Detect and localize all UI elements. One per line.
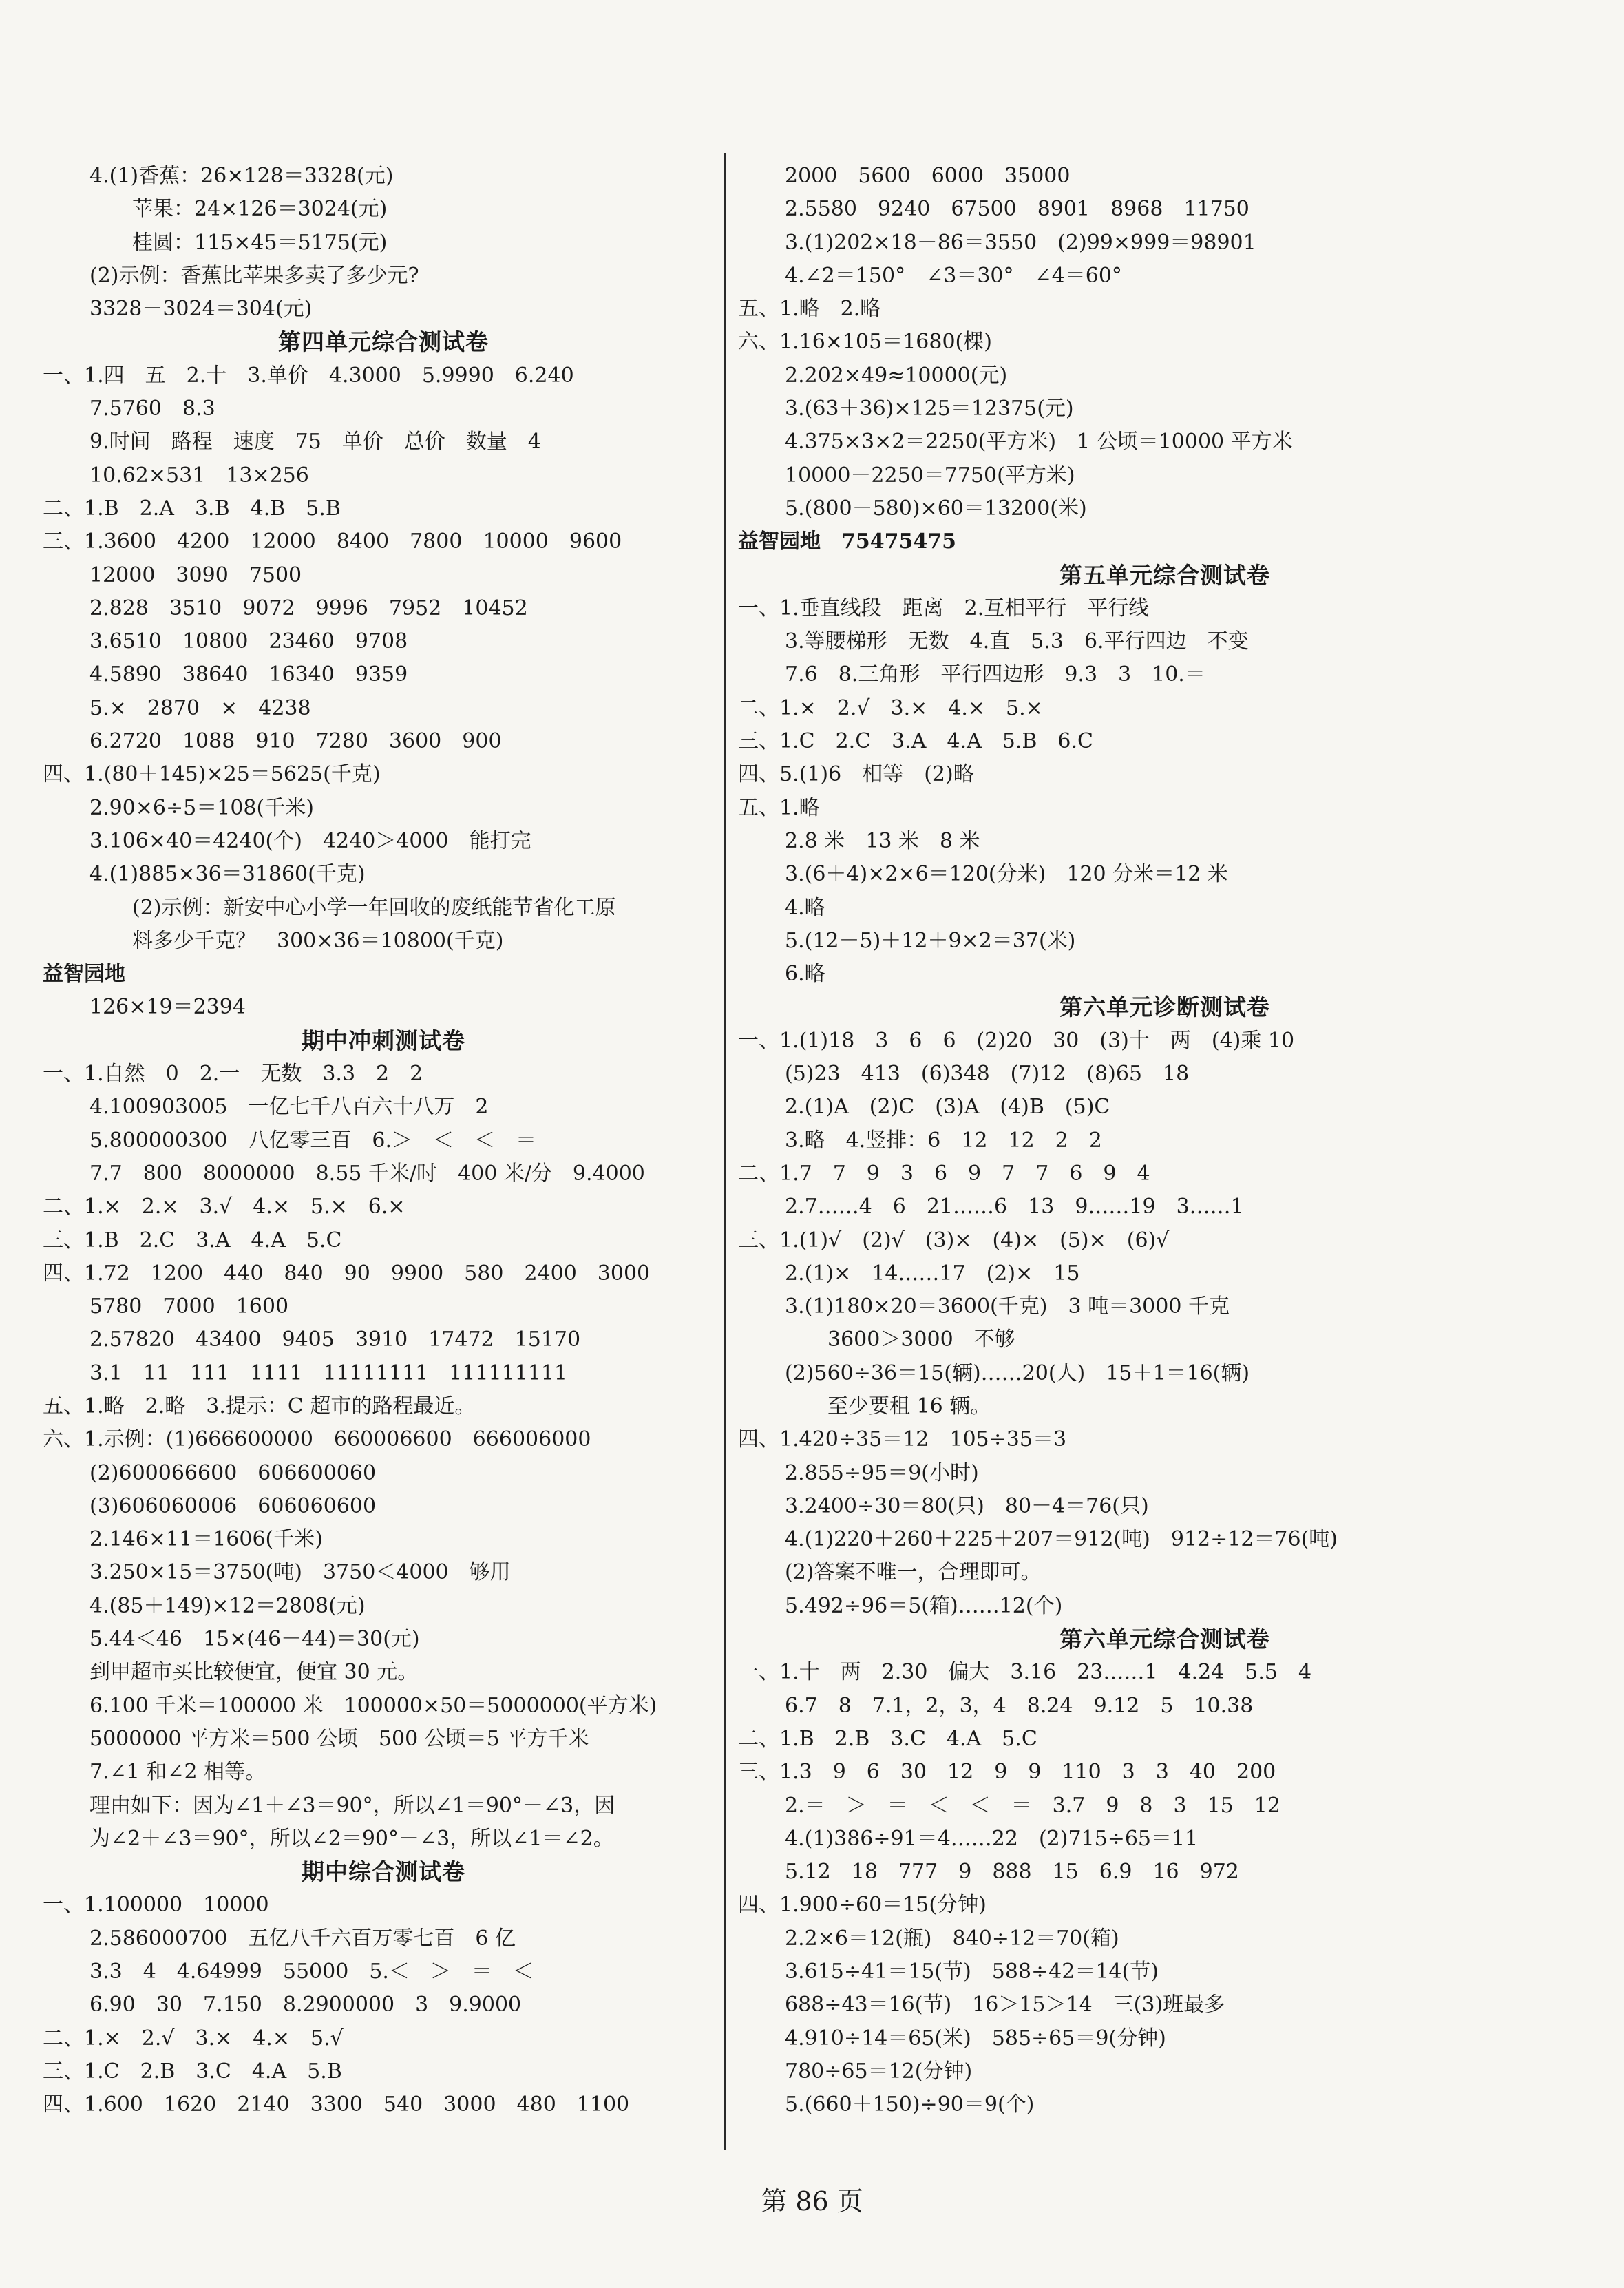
answer-line: 780÷65＝12(分钟)	[785, 2059, 973, 2084]
answer-line: 2.90×6÷5＝108(千米)	[89, 795, 314, 820]
answer-line: 二、1.B 2.A 3.B 4.B 5.B	[43, 496, 341, 521]
answer-line: 至少要租 16 辆。	[827, 1394, 991, 1418]
answer-line: 6.90 30 7.150 8.2900000 3 9.9000	[89, 1993, 522, 2017]
answer-line: 2.828 3510 9072 9996 7952 10452	[89, 596, 528, 620]
answer-line: 理由如下：因为∠1＋∠3＝90°，所以∠1＝90°－∠3，因	[89, 1793, 615, 1818]
answer-line: 126×19＝2394	[89, 995, 246, 1020]
answer-line: (5)23 413 (6)348 (7)12 (8)65 18	[785, 1062, 1190, 1087]
answer-line: 3600＞3000 不够	[827, 1327, 1015, 1352]
answer-line: 2.＝ ＞ ＝ ＜ ＜ ＝ 3.7 9 8 3 15 12	[785, 1793, 1280, 1818]
answer-line: 一、1.(1)18 3 6 6 (2)20 30 (3)十 两 (4)乘 10	[738, 1028, 1295, 1053]
section-heading: 第五单元综合测试卷	[1059, 561, 1270, 589]
answer-line: 4.910÷14＝65(米) 585÷65＝9(分钟)	[785, 2026, 1166, 2050]
answer-line: 2.57820 43400 9405 3910 17472 15170	[89, 1327, 581, 1352]
answer-line: 3.(1)202×18－86＝3550 (2)99×999＝98901	[785, 230, 1256, 255]
answer-line: 3.2400÷30＝80(只) 80－4＝76(只)	[785, 1493, 1149, 1518]
right-column	[738, 160, 1592, 2122]
answer-line: 10000－2250＝7750(平方米)	[785, 463, 1075, 487]
answer-line: 6.100 千米＝100000 米 100000×50＝5000000(平方米)	[89, 1693, 657, 1718]
answer-line: 一、1.垂直线段 距离 2.互相平行 平行线	[738, 596, 1150, 620]
answer-line: 二、1.× 2.√ 3.× 4.× 5.√	[43, 2026, 344, 2050]
answer-line: 3.250×15＝3750(吨) 3750＜4000 够用	[89, 1560, 511, 1585]
answer-line: 三、1.C 2.B 3.C 4.A 5.B	[43, 2059, 342, 2084]
answer-line: 4.(1)885×36＝31860(千克)	[89, 862, 366, 887]
answer-line: 10.62×531 13×256	[89, 463, 309, 487]
answer-line: 4.5890 38640 16340 9359	[89, 662, 408, 687]
answer-line: 2.7……4 6 21……6 13 9……19 3……1	[785, 1195, 1244, 1219]
answer-line: 5.(660＋150)÷90＝9(个)	[785, 2092, 1035, 2117]
answer-line: 4.375×3×2＝2250(平方米) 1 公顷＝10000 平方米	[785, 430, 1293, 454]
answer-line: 3328－3024＝304(元)	[89, 297, 313, 322]
answer-line: 5000000 平方米＝500 公顷 500 公顷＝5 平方千米	[89, 1726, 589, 1751]
answer-line: 四、5.(1)6 相等 (2)略	[738, 762, 974, 787]
answer-line: 一、1.十 两 2.30 偏大 3.16 23……1 4.24 5.5 4	[738, 1660, 1312, 1685]
answer-line: 六、1.示例：(1)666600000 660006600 666006000	[43, 1427, 591, 1452]
answer-line: 四、1.600 1620 2140 3300 540 3000 480 1100	[43, 2092, 630, 2117]
page-number: 第 86 页	[761, 2186, 863, 2216]
answer-line: (2)答案不唯一，合理即可。	[785, 1560, 1042, 1585]
answer-line: 5.× 2870 × 4238	[89, 695, 311, 720]
answer-line: 6.7 8 7.1，2，3，4 8.24 9.12 5 10.38	[785, 1693, 1254, 1718]
answer-line: 六、1.16×105＝1680(棵)	[738, 330, 992, 355]
answer-line: 2.2×6＝12(瓶) 840÷12＝70(箱)	[785, 1926, 1119, 1951]
answer-line: 五、1.略 2.略	[738, 297, 881, 322]
answer-line: 5.12 18 777 9 888 15 6.9 16 972	[785, 1860, 1239, 1885]
answer-line: 二、1.× 2.× 3.√ 4.× 5.× 6.×	[43, 1195, 405, 1219]
answer-line: 三、1.3600 4200 12000 8400 7800 10000 9600	[43, 529, 622, 554]
answer-line: 四、1.(80＋145)×25＝5625(千克)	[43, 762, 381, 787]
answer-line: 4.100903005 一亿七千八百六十八万 2	[89, 1095, 489, 1120]
answer-line: 6.2720 1088 910 7280 3600 900	[89, 729, 502, 754]
answer-line: 4.(85＋149)×12＝2808(元)	[89, 1593, 366, 1618]
answer-line: 2000 5600 6000 35000	[785, 164, 1071, 188]
answer-line: 四、1.72 1200 440 840 90 9900 580 2400 3000	[43, 1261, 651, 1285]
answer-line: 7.∠1 和∠2 相等。	[89, 1760, 266, 1785]
section-heading: 期中综合测试卷	[302, 1858, 465, 1886]
answer-line: 3.3 4 4.64999 55000 5.＜ ＞ ＝ ＜	[89, 1960, 534, 1984]
column-divider	[724, 153, 726, 2150]
section-heading: 第六单元综合测试卷	[1059, 1626, 1270, 1653]
answer-line: 五、1.略	[738, 795, 820, 820]
answer-line: 三、1.(1)√ (2)√ (3)× (4)× (5)× (6)√	[738, 1228, 1170, 1252]
answer-line: 四、1.900÷60＝15(分钟)	[738, 1893, 987, 1918]
answer-line: 一、1.自然 0 2.一 无数 3.3 2 2	[43, 1062, 423, 1087]
answer-line: 二、1.B 2.B 3.C 4.A 5.C	[738, 1726, 1037, 1751]
answer-line: 4.∠2＝150° ∠3＝30° ∠4＝60°	[785, 263, 1122, 288]
section-heading: 期中冲刺测试卷	[302, 1027, 465, 1054]
answer-line: 5.492÷96＝5(箱)……12(个)	[785, 1593, 1063, 1618]
answer-line: 7.5760 8.3	[89, 397, 215, 421]
answer-line: 到甲超市买比较便宜，便宜 30 元。	[89, 1660, 419, 1685]
answer-line: 2.146×11＝1606(千米)	[89, 1527, 323, 1552]
answer-line: 一、1.100000 10000	[43, 1893, 269, 1918]
answer-line: 益智园地 75475475	[738, 529, 956, 554]
left-column	[43, 160, 724, 2122]
section-heading: 第六单元诊断测试卷	[1059, 994, 1270, 1021]
answer-line: 5.44＜46 15×(46－44)＝30(元)	[89, 1627, 420, 1652]
answer-line: 料多少千克？ 300×36＝10800(千克)	[132, 928, 504, 953]
answer-line: 2.202×49≈10000(元)	[785, 363, 1008, 388]
answer-line: 3.106×40＝4240(个) 4240＞4000 能打完	[89, 828, 531, 853]
answer-line: 4.(1)386÷91＝4……22 (2)715÷65＝11	[785, 1826, 1199, 1851]
answer-line: 688÷43＝16(节) 16＞15＞14 三(3)班最多	[785, 1993, 1225, 2017]
answer-line: 2.(1)A (2)C (3)A (4)B (5)C	[785, 1095, 1110, 1120]
answer-line: 3.6510 10800 23460 9708	[89, 629, 408, 654]
answer-line: 2.5580 9240 67500 8901 8968 11750	[785, 197, 1249, 222]
answer-line: 三、1.3 9 6 30 12 9 9 110 3 3 40 200	[738, 1760, 1276, 1785]
answer-line: (2)560÷36＝15(辆)……20(人) 15＋1＝16(辆)	[785, 1361, 1250, 1385]
answer-line: 5.800000300 八亿零三百 6.＞ ＜ ＜ ＝	[89, 1128, 537, 1153]
answer-line: 3.等腰梯形 无数 4.直 5.3 6.平行四边 不变	[785, 629, 1249, 654]
answer-line: 7.6 8.三角形 平行四边形 9.3 3 10.＝	[785, 662, 1205, 687]
answer-line: 五、1.略 2.略 3.提示：C 超市的路程最近。	[43, 1394, 476, 1418]
answer-line: 4.略	[785, 895, 825, 920]
answer-line: 12000 3090 7500	[89, 563, 302, 587]
answer-line: 四、1.420÷35＝12 105÷35＝3	[738, 1427, 1067, 1452]
answer-line: 6.略	[785, 962, 825, 987]
answer-line: 9.时间 路程 速度 75 单价 总价 数量 4	[89, 430, 541, 454]
answer-line: 5.(800－580)×60＝13200(米)	[785, 496, 1087, 521]
answer-line: 3.615÷41＝15(节) 588÷42＝14(节)	[785, 1960, 1159, 1984]
answer-line: 二、1.× 2.√ 3.× 4.× 5.×	[738, 695, 1043, 720]
answer-line: 3.(63＋36)×125＝12375(元)	[785, 397, 1074, 421]
section-heading: 第四单元综合测试卷	[278, 328, 489, 356]
answer-line: 桂圆：115×45＝5175(元)	[132, 230, 388, 255]
answer-line: (3)606060006 606060600	[89, 1493, 377, 1518]
answer-line: 2.586000700 五亿八千六百万零七百 6 亿	[89, 1926, 516, 1951]
answer-line: 4.(1)香蕉：26×128＝3328(元)	[89, 164, 394, 188]
answer-line: 2.855÷95＝9(小时)	[785, 1460, 979, 1485]
answer-line: 5.(12－5)＋12＋9×2＝37(米)	[785, 928, 1076, 953]
answer-line: 益智园地	[43, 962, 125, 987]
answer-line: 苹果：24×126＝3024(元)	[132, 197, 388, 222]
answer-line: 3.(1)180×20＝3600(千克) 3 吨＝3000 千克	[785, 1294, 1230, 1319]
answer-line: 3.略 4.竖排：6 12 12 2 2	[785, 1128, 1102, 1153]
answer-line: 4.(1)220＋260＋225＋207＝912(吨) 912÷12＝76(吨)	[785, 1527, 1338, 1552]
answer-line: 3.1 11 111 1111 11111111 111111111	[89, 1361, 567, 1385]
answer-line: (2)示例：新安中心小学一年回收的废纸能节省化工原	[132, 895, 616, 920]
answer-line: 3.(6＋4)×2×6＝120(分米) 120 分米＝12 米	[785, 862, 1228, 887]
answer-line: 二、1.7 7 9 3 6 9 7 7 6 9 4	[738, 1161, 1150, 1186]
answer-line: (2)示例：香蕉比苹果多卖了多少元?	[89, 263, 419, 288]
answer-line: 三、1.C 2.C 3.A 4.A 5.B 6.C	[738, 729, 1093, 754]
answer-line: 2.8 米 13 米 8 米	[785, 828, 980, 853]
answer-line: 2.(1)× 14……17 (2)× 15	[785, 1261, 1080, 1285]
answer-line: 一、1.四 五 2.十 3.单价 4.3000 5.9990 6.240	[43, 363, 574, 388]
answer-line: 三、1.B 2.C 3.A 4.A 5.C	[43, 1228, 342, 1252]
answer-line: (2)600066600 606600060	[89, 1460, 377, 1485]
answer-line: 7.7 800 8000000 8.55 千米/时 400 米/分 9.4000	[89, 1161, 645, 1186]
answer-line: 5780 7000 1600	[89, 1294, 289, 1319]
answer-line: 为∠2＋∠3＝90°，所以∠2＝90°－∠3，所以∠1＝∠2。	[89, 1826, 614, 1851]
